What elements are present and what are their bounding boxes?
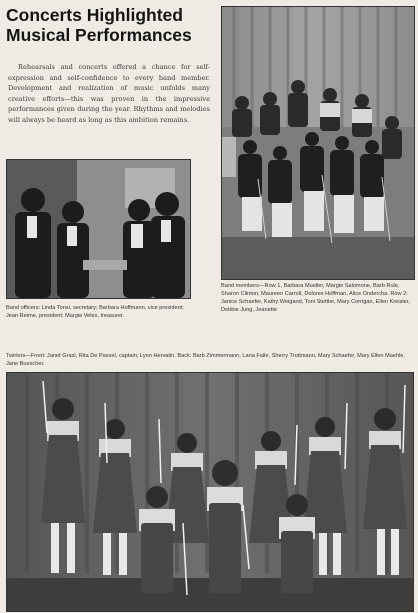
headline-line-2: Musical Performances <box>6 25 192 45</box>
page-headline <box>6 5 216 45</box>
intro-paragraph: Rehearsals and concerts offered a chance for self-expression and self-confidence to every band member. Development and realization of music unfolds many creative efforts—this was proven in the impressive performances given during the year. Rhythms and melodies will always be heard as long as this ambition remains. <box>8 63 210 124</box>
twirlers-photo <box>6 372 414 612</box>
band-officers-photo <box>6 159 191 299</box>
band-members-caption: Band members—Row 1, Barbara Mueller, Margie Salomone, Barb Rule, Sharon Clinton, Maureen Carroll, Dolores Hoffman, Alice Ondercha. Row 2: Janice Schaefer, Kathy Weigand, Toni Stettler, Mary Corrigan, Ellen Kreisler, Debbie Jung, Jeanette <box>221 283 410 313</box>
band-members-photo <box>221 6 415 280</box>
headline-line-1: Concerts Highlighted <box>6 5 183 25</box>
band-officers-caption: Band officers: Linda Tonsi, secretary; Barbara Hoffmann, vice president; Jean Reime, president; Margie Veles, treasurer. <box>6 305 184 319</box>
twirlers-caption: Twirlers—Front: Janet Grasl, Rita De Passel, captain; Lynn Hervatin. Back: Barb Zimmermann, Lana Falle, Sherry Truttmann, Mary Schaefer, Mary Ellen Maehle, Jane Buescher. <box>6 353 405 367</box>
